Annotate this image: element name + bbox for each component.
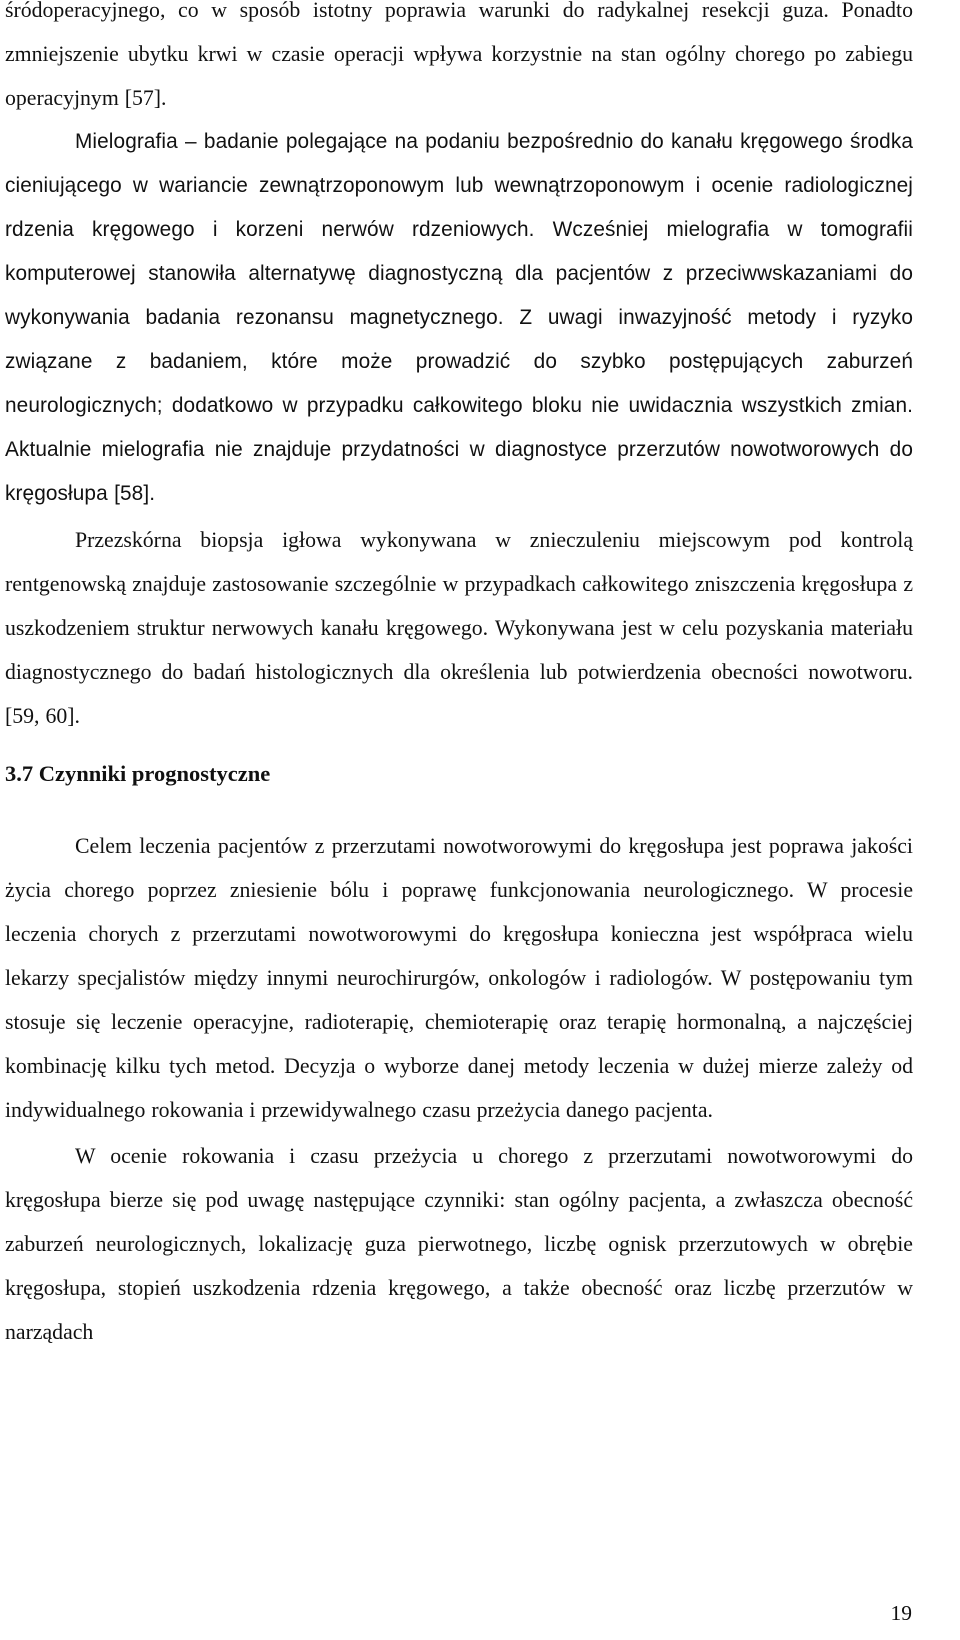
- paragraph-treatment-goal: Celem leczenia pacjentów z przerzutami nowotworowymi do kręgosłupa jest poprawa jakości życia chorego poprzez zniesienie bólu i poprawę funkcjonowania neurologicznego. W procesie leczenia chorych z przerzutami nowotworowymi do kręgosłupa konieczna jest współpraca wielu lekarzy specjalistów między innymi neurochirurgów, onkologów i radiologów. W postępowaniu tym stosuje się leczenie operacyjne, radioterapię, chemioterapię oraz terapię hormonalną, a najczęściej kombinację kilku tych metod. Decyzja o wyborze danej metody leczenia w dużej mierze zależy od indywidualnego rokowania i przewidywalnego czasu przeżycia danego pacjenta.: [5, 834, 913, 1122]
- paragraph-biopsy: Przezskórna biopsja igłowa wykonywana w znieczuleniu miejscowym pod kontrolą rentgenowską znajduje zastosowanie szczególnie w przypadkach całkowitego zniszczenia kręgosłupa z uszkodzeniem struktur nerwowych kanału kręgowego. Wykonywana jest w celu pozyskania materiału diagnostycznego do badań histologicznych dla określenia lub potwierdzenia obecności nowotworu. [59, 60].: [5, 528, 913, 728]
- paragraph-continuation: śródoperacyjnego, co w sposób istotny poprawia warunki do radykalnej resekcji guza. Ponadto zmniejszenie ubytku krwi w czasie operacji wpływa korzystnie na stan ogólny chorego po zabiegu operacyjnym [57].: [5, 0, 913, 110]
- paragraph-prognosis-factors: W ocenie rokowania i czasu przeżycia u chorego z przerzutami nowotworowymi do kręgosłupa bierze się pod uwagę następujące czynniki: stan ogólny pacjenta, a zwłaszcza obecność zaburzeń neurologicznych, lokalizację guza pierwotnego, liczbę ognisk przerzutowych w obrębie kręgosłupa, stopień uszkodzenia rdzenia kręgowego, a także obecność oraz liczbę przerzutów w narządach: [5, 1144, 913, 1344]
- page-number: 19: [890, 1601, 912, 1625]
- section-heading: 3.7 Czynniki prognostyczne: [5, 761, 271, 786]
- paragraph-myelography: Mielografia – badanie polegające na podaniu bezpośrednio do kanału kręgowego środka cieniującego w wariancie zewnątrzoponowym lub wewnątrzoponowym i ocenie radiologicznej rdzenia kręgowego i korzeni nerwów rdzeniowych. Wcześniej mielografia w tomografii komputerowej stanowiła alternatywę diagnostyczną dla pacjentów z przeciwwskazaniami do wykonywania badania rezonansu magnetycznego. Z uwagi inwazyjność metody i ryzyko związane z badaniem, które może prowadzić do szybko postępujących zaburzeń neurologicznych; dodatkowo w przypadku całkowitego bloku nie uwidacznia wszystkich zmian. Aktualnie mielografia nie znajduje przydatności w diagnostyce przerzutów nowotworowych do kręgosłupa [58].: [5, 130, 913, 505]
- document-page: [5, 0, 913, 1354]
